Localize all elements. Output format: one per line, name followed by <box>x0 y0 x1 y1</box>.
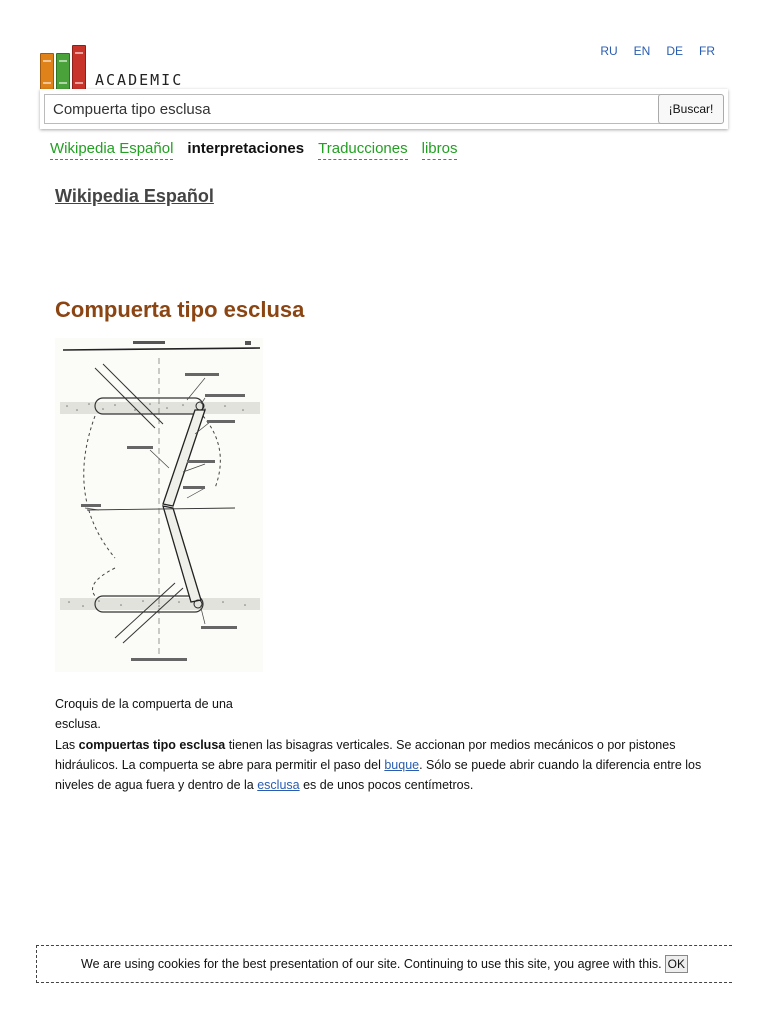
search-button[interactable]: ¡Buscar! <box>658 94 724 124</box>
article-body <box>55 735 715 795</box>
link-buque[interactable]: buque <box>384 758 420 772</box>
academic-logo[interactable] <box>40 46 184 91</box>
book-green-icon <box>56 53 70 91</box>
logo-text: ACADEMIC <box>95 71 184 89</box>
tab-libros[interactable]: libros <box>422 140 458 160</box>
search-input[interactable] <box>44 94 691 124</box>
link-esclusa[interactable]: esclusa <box>257 778 300 792</box>
body-text-1: Las <box>55 738 79 752</box>
cookie-banner <box>36 945 732 983</box>
section-title[interactable]: Wikipedia Español <box>55 186 214 206</box>
body-text-3: . Sólo se puede abrir cuando la diferencia entre los niveles de agua fuera y dentro de la <box>55 758 702 792</box>
lang-link-ru[interactable]: RU <box>600 44 618 58</box>
lock-gate-sketch-drawing <box>55 338 263 672</box>
cookie-ok-button[interactable]: OK <box>665 955 688 973</box>
lock-gate-sketch-image[interactable] <box>55 338 263 672</box>
tab-interpretaciones[interactable]: interpretaciones <box>187 140 305 157</box>
tab-wikipedia-espanol[interactable]: Wikipedia Español <box>50 140 173 160</box>
lang-link-fr[interactable]: FR <box>699 44 715 58</box>
cookie-message: We are using cookies for the best presentation of our site. Continuing to use this site, you agree with this. <box>81 957 662 971</box>
lang-link-de[interactable]: DE <box>666 44 683 58</box>
body-bold-term: compuertas tipo esclusa <box>78 738 226 752</box>
category-tabs <box>50 140 457 160</box>
lang-link-en[interactable]: EN <box>633 44 651 58</box>
book-red-icon <box>72 45 86 91</box>
language-switcher <box>600 44 715 58</box>
book-orange-icon <box>40 53 54 91</box>
body-text-4: es de unos pocos centímetros. <box>299 778 474 792</box>
figure-caption: Croquis de la compuerta de una esclusa. <box>55 697 233 731</box>
search-bar <box>40 89 728 129</box>
body-text-2: tienen las bisagras verticales. Se accionan por medios mecánicos o por pistones hidráulicos. La compuerta se abre para permitir el paso del <box>55 738 676 772</box>
article-title: Compuerta tipo esclusa <box>55 297 305 322</box>
tab-traducciones[interactable]: Traducciones <box>318 140 408 160</box>
